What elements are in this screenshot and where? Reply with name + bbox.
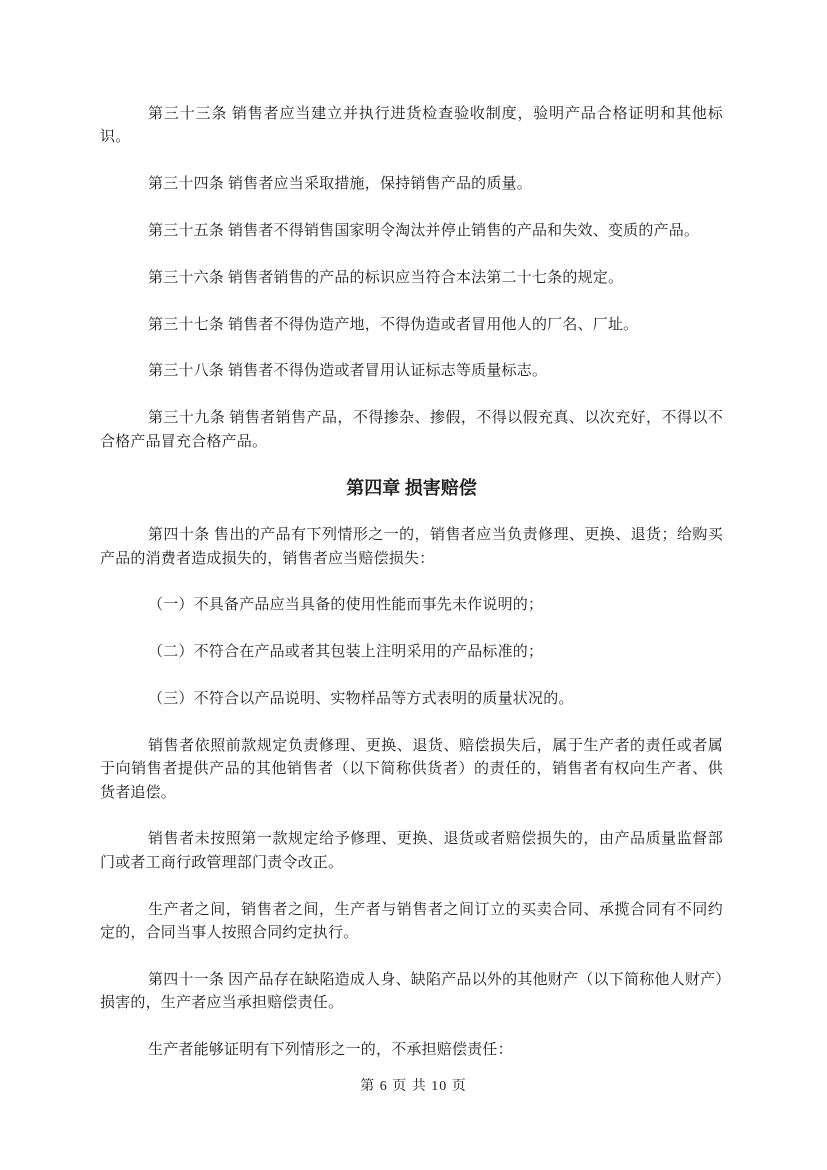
article-40-item-3: （三）不符合以产品说明、实物样品等方式表明的质量状况的。: [148, 690, 574, 707]
article-40-item-1: （一）不具备产品应当具备的使用性能而事先未作说明的；: [148, 597, 544, 614]
page-footer: 第 6 页 共 10 页: [360, 1079, 467, 1094]
article-40-para-ordered-correction: 销售者未按照第一款规定给予修理、更换、退货或者赔偿损失的，由产品质量监督部门或者工商行政管理部门责令改正。: [100, 831, 723, 871]
article-37: 第三十七条 销售者不得伪造产地，不得伪造或者冒用他人的厂名、厂址。: [148, 316, 639, 333]
article-38: 第三十八条 销售者不得伪造或者冒用认证标志等质量标志。: [148, 363, 548, 380]
article-41: 第四十一条 因产品存在缺陷造成人身、缺陷产品以外的其他财产（以下简称他人财产）损害的，生产者应当承担赔偿责任。: [100, 971, 723, 1012]
article-40: 第四十条 售出的产品有下列情形之一的，销售者应当负责修理、更换、退货；给购买产品的消费者造成损失的，销售者应当赔偿损失：: [100, 527, 723, 567]
article-34: 第三十四条 销售者应当采取措施，保持销售产品的质量。: [148, 176, 532, 193]
article-40-para-seller-recourse: 销售者依照前款规定负责修理、更换、退货、赔偿损失后，属于生产者的责任或者属于向销售者提供产品的其他销售者（以下简称供货者）的责任的，销售者有权向生产者、供货者追偿。: [100, 737, 723, 801]
article-40-item-2: （二）不符合在产品或者其包装上注明采用的产品标准的；: [148, 644, 544, 661]
chapter-4-heading: 第四章 损害赔偿: [346, 478, 477, 499]
article-33: 第三十三条 销售者应当建立并执行进货检查验收制度，验明产品合格证明和其他标识。: [100, 106, 723, 146]
article-39: 第三十九条 销售者销售产品，不得掺杂、掺假，不得以假充真、以次充好，不得以不合格产品冒充合格产品。: [100, 410, 723, 450]
article-41-para-exemption-intro: 生产者能够证明有下列情形之一的，不承担赔偿责任：: [148, 1042, 513, 1058]
article-35: 第三十五条 销售者不得销售国家明令淘汰并停止销售的产品和失效、变质的产品。: [148, 223, 700, 239]
article-36: 第三十六条 销售者销售的产品的标识应当符合本法第二十七条的规定。: [148, 269, 624, 286]
article-40-para-contract-agreement: 生产者之间，销售者之间，生产者与销售者之间订立的买卖合同、承揽合同有不同约定的，合同当事人按照合同约定执行。: [100, 901, 723, 941]
